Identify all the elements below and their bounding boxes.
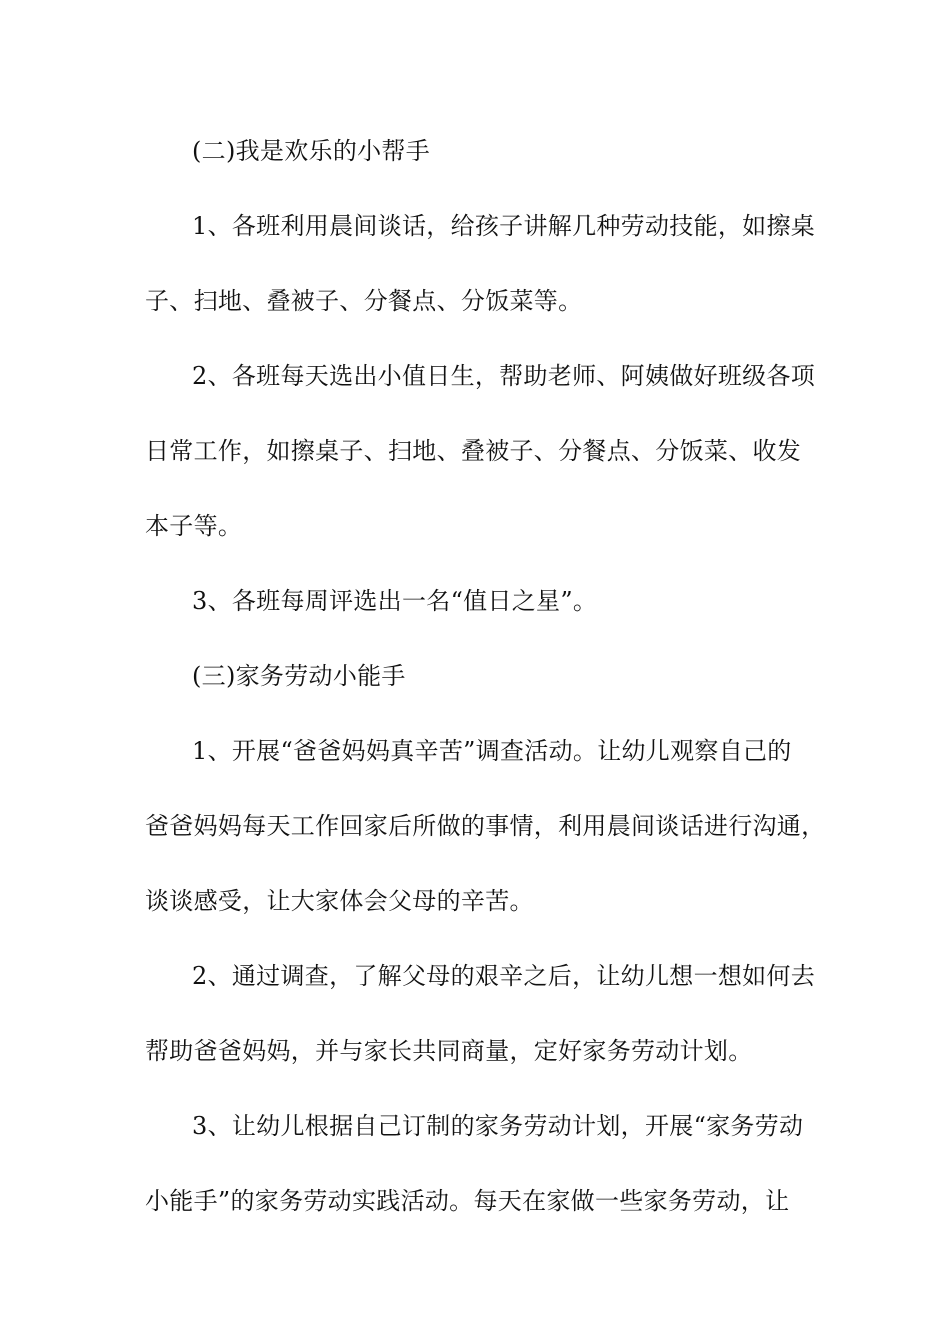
paragraph-line: 1、开展“爸爸妈妈真辛苦”调查活动。让幼儿观察自己的 [192, 737, 792, 765]
paragraph-line: 小能手”的家务劳动实践活动。每天在家做一些家务劳动，让 [145, 1187, 790, 1215]
paragraph-line: 帮助爸爸妈妈，并与家长共同商量，定好家务劳动计划。 [145, 1037, 753, 1065]
paragraph-line: 3、各班每周评选出一名“值日之星”。 [192, 587, 598, 615]
paragraph-line: 谈谈感受，让大家体会父母的辛苦。 [145, 887, 534, 915]
paragraph-line: 爸爸妈妈每天工作回家后所做的事情，利用晨间谈话进行沟通， [145, 812, 826, 840]
section-heading-2: (二)我是欢乐的小帮手 [192, 137, 431, 165]
paragraph-line: 2、各班每天选出小值日生，帮助老师、阿姨做好班级各项 [192, 362, 816, 390]
paragraph-line: 本子等。 [145, 512, 243, 540]
paragraph-line: 日常工作，如擦桌子、扫地、叠被子、分餐点、分饭菜、收发 [145, 437, 802, 465]
paragraph-line: 3、让幼儿根据自己订制的家务劳动计划，开展“家务劳动 [192, 1112, 804, 1140]
paragraph-line: 1、各班利用晨间谈话，给孩子讲解几种劳动技能，如擦桌 [192, 212, 816, 240]
paragraph-line: 2、通过调查，了解父母的艰辛之后，让幼儿想一想如何去 [192, 962, 816, 990]
paragraph-line: 子、扫地、叠被子、分餐点、分饭菜等。 [145, 287, 583, 315]
section-heading-3: (三)家务劳动小能手 [192, 662, 406, 690]
